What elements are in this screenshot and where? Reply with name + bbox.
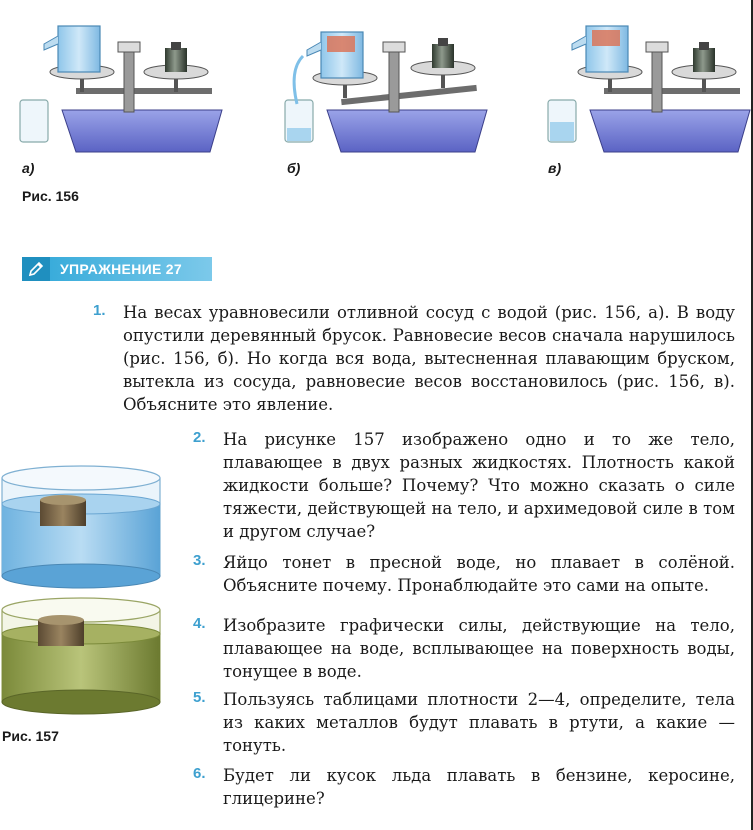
exercise-banner: [22, 257, 212, 281]
wooden-block-b: [327, 36, 355, 52]
exercise-number: 2.: [193, 429, 206, 446]
exercise-item-4: [193, 614, 735, 683]
exercise-text: На рисунке 157 изображено одно и то же тело, плавающее в двух разных жидкостях. Плотность какой жидкости больше? Почему? Что можно сказать о силе тяжести, действующей на тело, и архимедовой силе в том и другом случае?: [223, 430, 735, 541]
exercise-text: На весах уравновесили отливной сосуд с водой (рис. 156, а). В воду опустили деревянный брусок. Равновесие весов сначала нарушилось (рис. 156, б). Но когда вся вода, вытесненная плавающим бруском, вытекла из сосуда, равновесие весов восстановилось (рис. 156, в). Объясните это явление.: [123, 303, 735, 414]
balance-base: [62, 110, 222, 152]
cylinder-water: [2, 466, 160, 588]
empty-beaker-a: [20, 100, 48, 142]
exercise-title: УПРАЖНЕНИЕ 27: [60, 261, 182, 277]
exercise-item-5: [193, 688, 735, 757]
figure-156-balances: [0, 0, 753, 215]
exercise-item-6: [193, 764, 735, 810]
exercise-text: Будет ли кусок льда плавать в бензине, керосине, глицерине?: [223, 766, 735, 808]
cylinder-other-liquid: [2, 598, 160, 714]
exercise-number: 6.: [193, 765, 206, 782]
figure-157-caption: Рис. 157: [2, 728, 59, 744]
pencil-icon: [22, 257, 50, 281]
exercise-text: Изобразите графически силы, действующие на тело, плавающее на воде, всплывающее на поверхность воды, тонущее в воде.: [223, 616, 735, 681]
weight-a: [165, 48, 187, 72]
exercise-number: 4.: [193, 615, 206, 632]
figure-156-caption: Рис. 156: [22, 188, 79, 204]
figure-157-cylinders: [0, 460, 172, 720]
balance-b: [285, 32, 487, 152]
balance-a: [20, 26, 222, 152]
figure-156-label-a: а): [22, 160, 35, 176]
exercise-text: Яйцо тонет в пресной воде, но плавает в солёной. Объясните почему. Пронаблюдайте это сами на опыте.: [223, 553, 735, 595]
exercise-number: 1.: [93, 302, 106, 319]
exercise-text: Пользуясь таблицами плотности 2—4, определите, тела из каких металлов будут плавать в ртути, а какие — тонуть.: [223, 690, 735, 755]
exercise-number: 3.: [193, 552, 206, 569]
exercise-number: 5.: [193, 689, 206, 706]
wooden-block-c: [592, 30, 620, 46]
figure-156-label-c: в): [548, 160, 562, 176]
exercise-item-3: [193, 551, 735, 597]
exercise-item-2: [193, 428, 735, 543]
balance-c: [548, 26, 750, 152]
overflow-vessel-a: [58, 26, 100, 72]
figure-156-label-b: б): [287, 160, 301, 176]
exercise-item-1: [93, 301, 735, 416]
